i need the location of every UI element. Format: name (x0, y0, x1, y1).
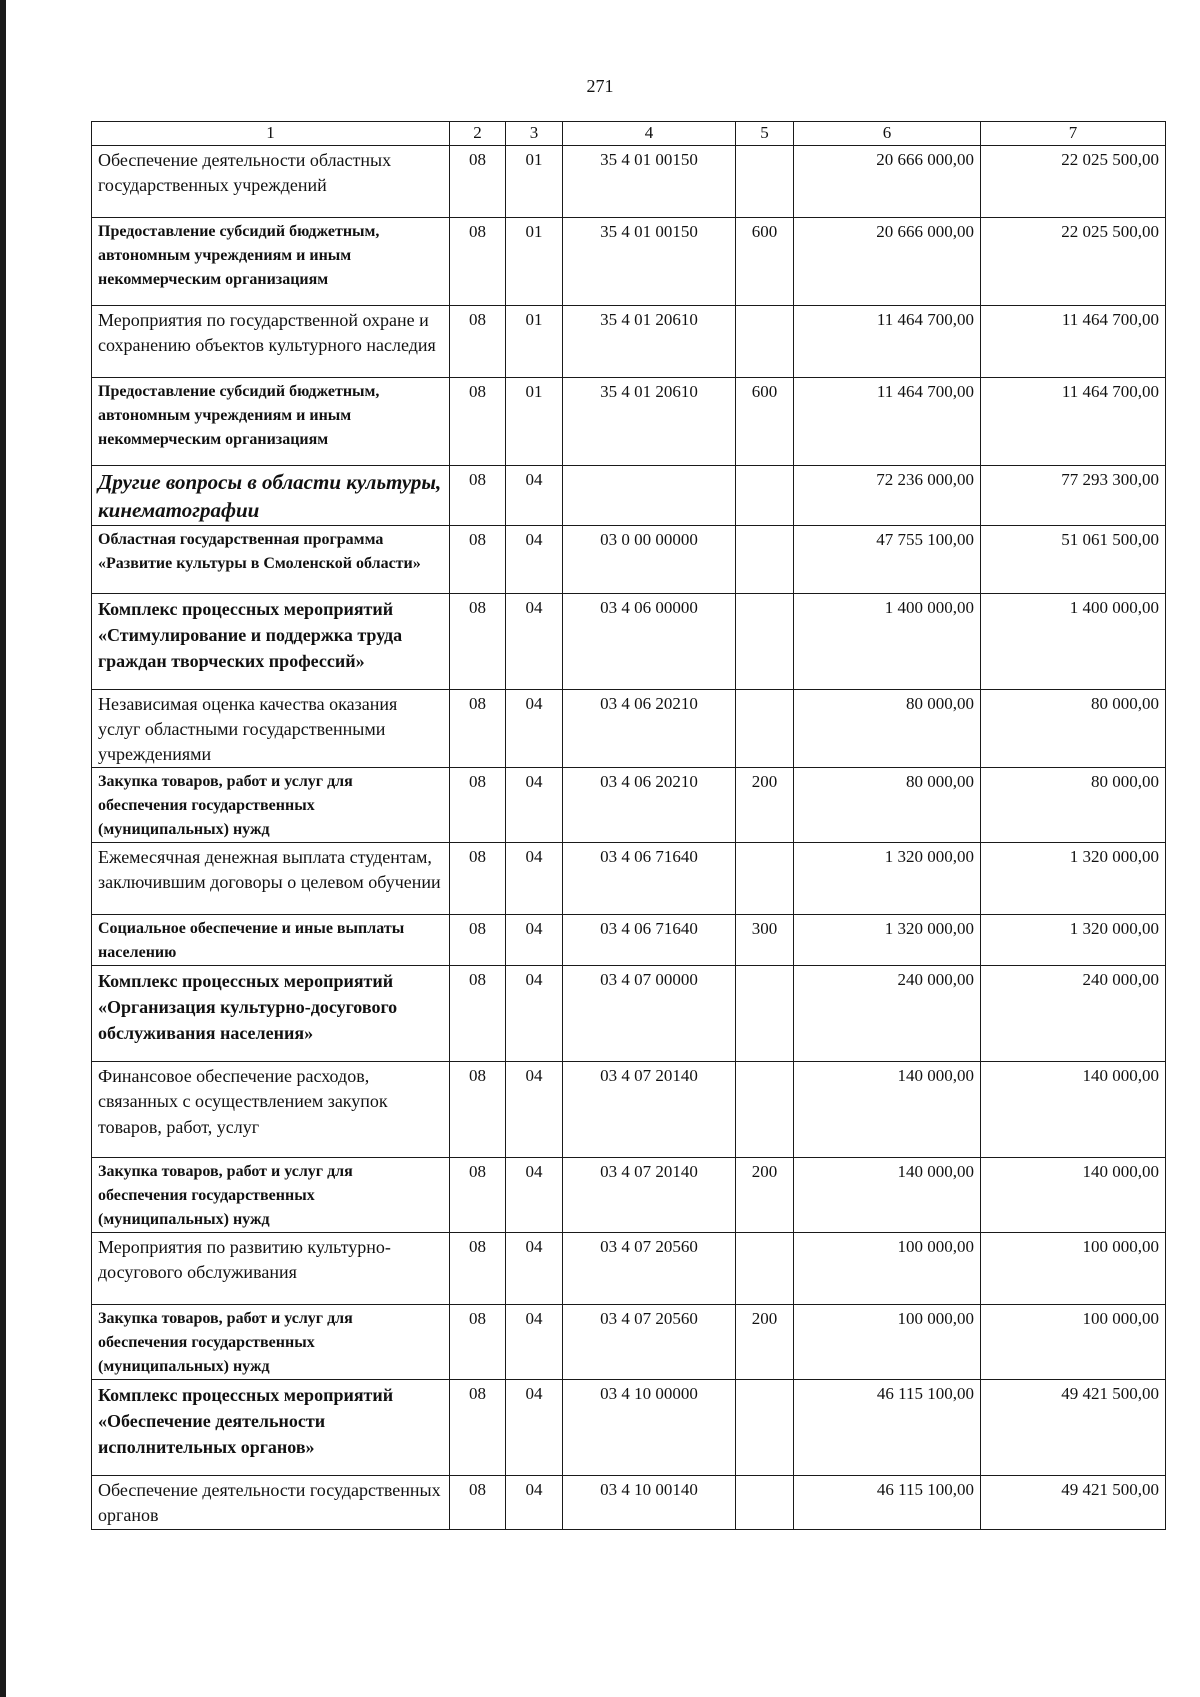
row-amount-year-2: 22 025 500,00 (981, 146, 1166, 218)
row-subsection: 01 (506, 146, 563, 218)
row-subsection: 04 (506, 689, 563, 768)
header-cell: 5 (736, 122, 794, 146)
row-amount-year-1: 46 115 100,00 (794, 1476, 981, 1529)
row-amount-year-1: 240 000,00 (794, 966, 981, 1062)
row-amount-year-2: 22 025 500,00 (981, 218, 1166, 306)
row-section: 08 (450, 915, 506, 966)
row-section: 08 (450, 378, 506, 466)
row-expense-type (736, 525, 794, 593)
row-expense-type: 300 (736, 915, 794, 966)
row-amount-year-2: 11 464 700,00 (981, 378, 1166, 466)
row-expense-type: 200 (736, 1305, 794, 1380)
row-section: 08 (450, 306, 506, 378)
row-subsection: 04 (506, 768, 563, 843)
row-target-code: 03 4 06 71640 (563, 843, 736, 915)
row-amount-year-2: 1 320 000,00 (981, 915, 1166, 966)
table-row (92, 593, 1166, 689)
row-amount-year-2: 1 400 000,00 (981, 593, 1166, 689)
row-section: 08 (450, 466, 506, 526)
row-name: Другие вопросы в области культуры, кинематографии (92, 466, 450, 526)
row-amount-year-1: 11 464 700,00 (794, 306, 981, 378)
row-amount-year-2: 140 000,00 (981, 1062, 1166, 1158)
row-amount-year-1: 100 000,00 (794, 1233, 981, 1305)
row-section: 08 (450, 843, 506, 915)
row-target-code: 03 4 10 00000 (563, 1380, 736, 1476)
row-amount-year-1: 1 320 000,00 (794, 843, 981, 915)
table-row (92, 689, 1166, 768)
row-name: Комплекс процессных мероприятий «Организация культурно-досугового обслуживания населения» (92, 966, 450, 1062)
row-amount-year-1: 46 115 100,00 (794, 1380, 981, 1476)
row-subsection: 01 (506, 378, 563, 466)
row-target-code: 03 4 07 20560 (563, 1305, 736, 1380)
row-name: Предоставление субсидий бюджетным, автономным учреждениям и иным некоммерческим организациям (92, 218, 450, 306)
row-subsection: 04 (506, 1158, 563, 1233)
row-name: Обеспечение деятельности государственных органов (92, 1476, 450, 1529)
row-expense-type (736, 466, 794, 526)
row-amount-year-1: 100 000,00 (794, 1305, 981, 1380)
table-row (92, 1476, 1166, 1529)
row-expense-type: 600 (736, 378, 794, 466)
table-row (92, 843, 1166, 915)
row-expense-type (736, 146, 794, 218)
row-expense-type (736, 1233, 794, 1305)
row-subsection: 04 (506, 966, 563, 1062)
row-section: 08 (450, 1158, 506, 1233)
row-subsection: 01 (506, 306, 563, 378)
row-name: Независимая оценка качества оказания услуг областными государственными учреждениями (92, 689, 450, 768)
row-section: 08 (450, 689, 506, 768)
row-expense-type (736, 306, 794, 378)
row-amount-year-1: 80 000,00 (794, 768, 981, 843)
table-row (92, 966, 1166, 1062)
row-name: Комплекс процессных мероприятий «Стимулирование и поддержка труда граждан творческих профессий» (92, 593, 450, 689)
row-expense-type (736, 1380, 794, 1476)
row-target-code: 03 4 07 20140 (563, 1158, 736, 1233)
header-cell: 1 (92, 122, 450, 146)
row-amount-year-2: 240 000,00 (981, 966, 1166, 1062)
row-target-code: 35 4 01 20610 (563, 306, 736, 378)
header-cell: 7 (981, 122, 1166, 146)
row-expense-type (736, 843, 794, 915)
row-expense-type (736, 1062, 794, 1158)
row-target-code: 03 4 06 71640 (563, 915, 736, 966)
row-amount-year-2: 140 000,00 (981, 1158, 1166, 1233)
row-name: Социальное обеспечение и иные выплаты населению (92, 915, 450, 966)
row-amount-year-2: 1 320 000,00 (981, 843, 1166, 915)
row-name: Мероприятия по развитию культурно-досугового обслуживания (92, 1233, 450, 1305)
row-amount-year-2: 51 061 500,00 (981, 525, 1166, 593)
budget-table (91, 121, 1166, 1530)
row-amount-year-1: 140 000,00 (794, 1158, 981, 1233)
row-amount-year-2: 49 421 500,00 (981, 1476, 1166, 1529)
row-amount-year-1: 72 236 000,00 (794, 466, 981, 526)
table-row (92, 1062, 1166, 1158)
table-row (92, 1158, 1166, 1233)
table-row (92, 915, 1166, 966)
header-cell: 6 (794, 122, 981, 146)
row-subsection: 04 (506, 1305, 563, 1380)
row-section: 08 (450, 1380, 506, 1476)
table-row (92, 378, 1166, 466)
row-amount-year-1: 140 000,00 (794, 1062, 981, 1158)
row-name: Ежемесячная денежная выплата студентам, заключившим договоры о целевом обучении (92, 843, 450, 915)
header-cell: 4 (563, 122, 736, 146)
row-name: Закупка товаров, работ и услуг для обеспечения государственных (муниципальных) нужд (92, 1158, 450, 1233)
row-name: Областная государственная программа «Развитие культуры в Смоленской области» (92, 525, 450, 593)
row-target-code: 03 4 06 20210 (563, 689, 736, 768)
row-amount-year-1: 47 755 100,00 (794, 525, 981, 593)
row-section: 08 (450, 525, 506, 593)
row-subsection: 04 (506, 525, 563, 593)
row-section: 08 (450, 966, 506, 1062)
row-subsection: 04 (506, 593, 563, 689)
row-target-code: 35 4 01 00150 (563, 218, 736, 306)
header-cell: 3 (506, 122, 563, 146)
row-section: 08 (450, 146, 506, 218)
row-name: Комплекс процессных мероприятий «Обеспечение деятельности исполнительных органов» (92, 1380, 450, 1476)
row-target-code: 03 4 10 00140 (563, 1476, 736, 1529)
row-amount-year-2: 77 293 300,00 (981, 466, 1166, 526)
header-cell: 2 (450, 122, 506, 146)
row-expense-type: 200 (736, 768, 794, 843)
row-subsection: 04 (506, 466, 563, 526)
row-expense-type (736, 1476, 794, 1529)
row-amount-year-1: 1 320 000,00 (794, 915, 981, 966)
row-target-code: 03 4 06 20210 (563, 768, 736, 843)
row-subsection: 04 (506, 915, 563, 966)
row-section: 08 (450, 218, 506, 306)
row-subsection: 01 (506, 218, 563, 306)
row-subsection: 04 (506, 1062, 563, 1158)
row-target-code: 03 4 07 20140 (563, 1062, 736, 1158)
row-name: Мероприятия по государственной охране и сохранению объектов культурного наследия (92, 306, 450, 378)
row-amount-year-2: 11 464 700,00 (981, 306, 1166, 378)
row-target-code (563, 466, 736, 526)
row-section: 08 (450, 1305, 506, 1380)
row-expense-type: 200 (736, 1158, 794, 1233)
table-row (92, 1380, 1166, 1476)
row-expense-type (736, 593, 794, 689)
scan-edge (0, 0, 6, 1697)
row-name: Обеспечение деятельности областных государственных учреждений (92, 146, 450, 218)
row-name: Закупка товаров, работ и услуг для обеспечения государственных (муниципальных) нужд (92, 768, 450, 843)
row-amount-year-1: 1 400 000,00 (794, 593, 981, 689)
row-subsection: 04 (506, 1233, 563, 1305)
table-row (92, 306, 1166, 378)
row-subsection: 04 (506, 843, 563, 915)
row-amount-year-1: 20 666 000,00 (794, 218, 981, 306)
row-name: Закупка товаров, работ и услуг для обеспечения государственных (муниципальных) нужд (92, 1305, 450, 1380)
row-amount-year-2: 80 000,00 (981, 689, 1166, 768)
row-name: Предоставление субсидий бюджетным, автономным учреждениям и иным некоммерческим организациям (92, 378, 450, 466)
row-amount-year-2: 100 000,00 (981, 1305, 1166, 1380)
row-section: 08 (450, 1233, 506, 1305)
row-expense-type (736, 689, 794, 768)
row-expense-type (736, 966, 794, 1062)
header-row (92, 122, 1166, 146)
row-target-code: 03 4 06 00000 (563, 593, 736, 689)
row-target-code: 03 4 07 00000 (563, 966, 736, 1062)
table-row (92, 1305, 1166, 1380)
row-amount-year-1: 80 000,00 (794, 689, 981, 768)
row-expense-type: 600 (736, 218, 794, 306)
table-row (92, 1233, 1166, 1305)
row-section: 08 (450, 1062, 506, 1158)
row-subsection: 04 (506, 1476, 563, 1529)
row-amount-year-2: 49 421 500,00 (981, 1380, 1166, 1476)
row-amount-year-1: 20 666 000,00 (794, 146, 981, 218)
table-row (92, 525, 1166, 593)
row-target-code: 35 4 01 20610 (563, 378, 736, 466)
table-row (92, 146, 1166, 218)
row-target-code: 35 4 01 00150 (563, 146, 736, 218)
table-row (92, 466, 1166, 526)
row-amount-year-2: 100 000,00 (981, 1233, 1166, 1305)
table-row (92, 768, 1166, 843)
row-section: 08 (450, 1476, 506, 1529)
row-target-code: 03 4 07 20560 (563, 1233, 736, 1305)
row-section: 08 (450, 593, 506, 689)
table-row (92, 218, 1166, 306)
row-subsection: 04 (506, 1380, 563, 1476)
row-name: Финансовое обеспечение расходов, связанных с осуществлением закупок товаров, работ, услуг (92, 1062, 450, 1158)
page-number: 271 (586, 76, 614, 96)
row-amount-year-2: 80 000,00 (981, 768, 1166, 843)
row-amount-year-1: 11 464 700,00 (794, 378, 981, 466)
row-target-code: 03 0 00 00000 (563, 525, 736, 593)
row-section: 08 (450, 768, 506, 843)
